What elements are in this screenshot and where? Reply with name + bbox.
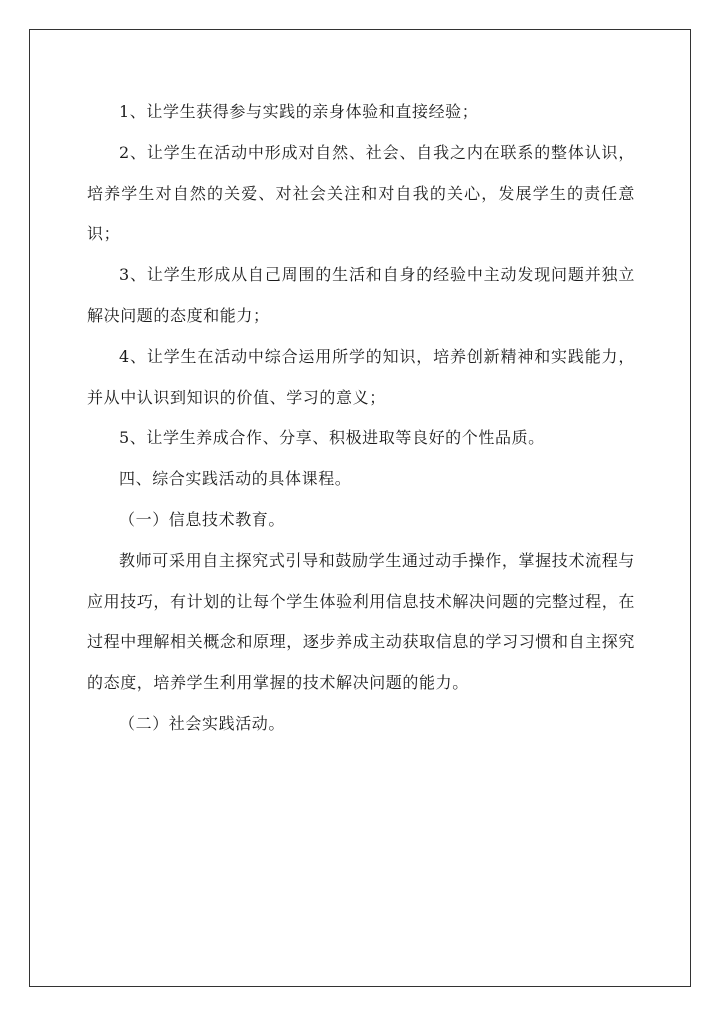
paragraph-objective-1: 1、让学生获得参与实践的亲身体验和直接经验；	[119, 102, 479, 121]
paragraph-objective-3: 3、让学生形成从自己周围的生活和自身的经验中主动发现问题并独立解决问题的态度和能力；	[87, 265, 635, 325]
section-heading-courses: 四、综合实践活动的具体课程。	[119, 469, 352, 489]
subsection-heading-it-education: （一）信息技术教育。	[119, 509, 286, 529]
paragraph-objective-2: 2、让学生在活动中形成对自然、社会、自我之内在联系的整体认识，培养学生对自然的关爱、对社会关注和对自我的关心，发展学生的责任意识；	[87, 142, 635, 244]
paragraph-it-education: 教师可采用自主探究式引导和鼓励学生通过动手操作，掌握技术流程与应用技巧，有计划的让每个学生体验利用信息技术解决问题的完整过程，在过程中理解相关概念和原理，逐步养成主动获取信息的学习习惯和自主探究的态度，培养学生利用掌握的技术解决问题的能力。	[87, 550, 635, 693]
document-body	[87, 92, 635, 745]
paragraph-objective-5: 5、让学生养成合作、分享、积极进取等良好的个性品质。	[119, 428, 545, 448]
subsection-heading-social-practice: （二）社会实践活动。	[119, 713, 286, 733]
paragraph-objective-4: 4、让学生在活动中综合运用所学的知识，培养创新精神和实践能力，并从中认识到知识的价值、学习的意义；	[87, 346, 635, 407]
